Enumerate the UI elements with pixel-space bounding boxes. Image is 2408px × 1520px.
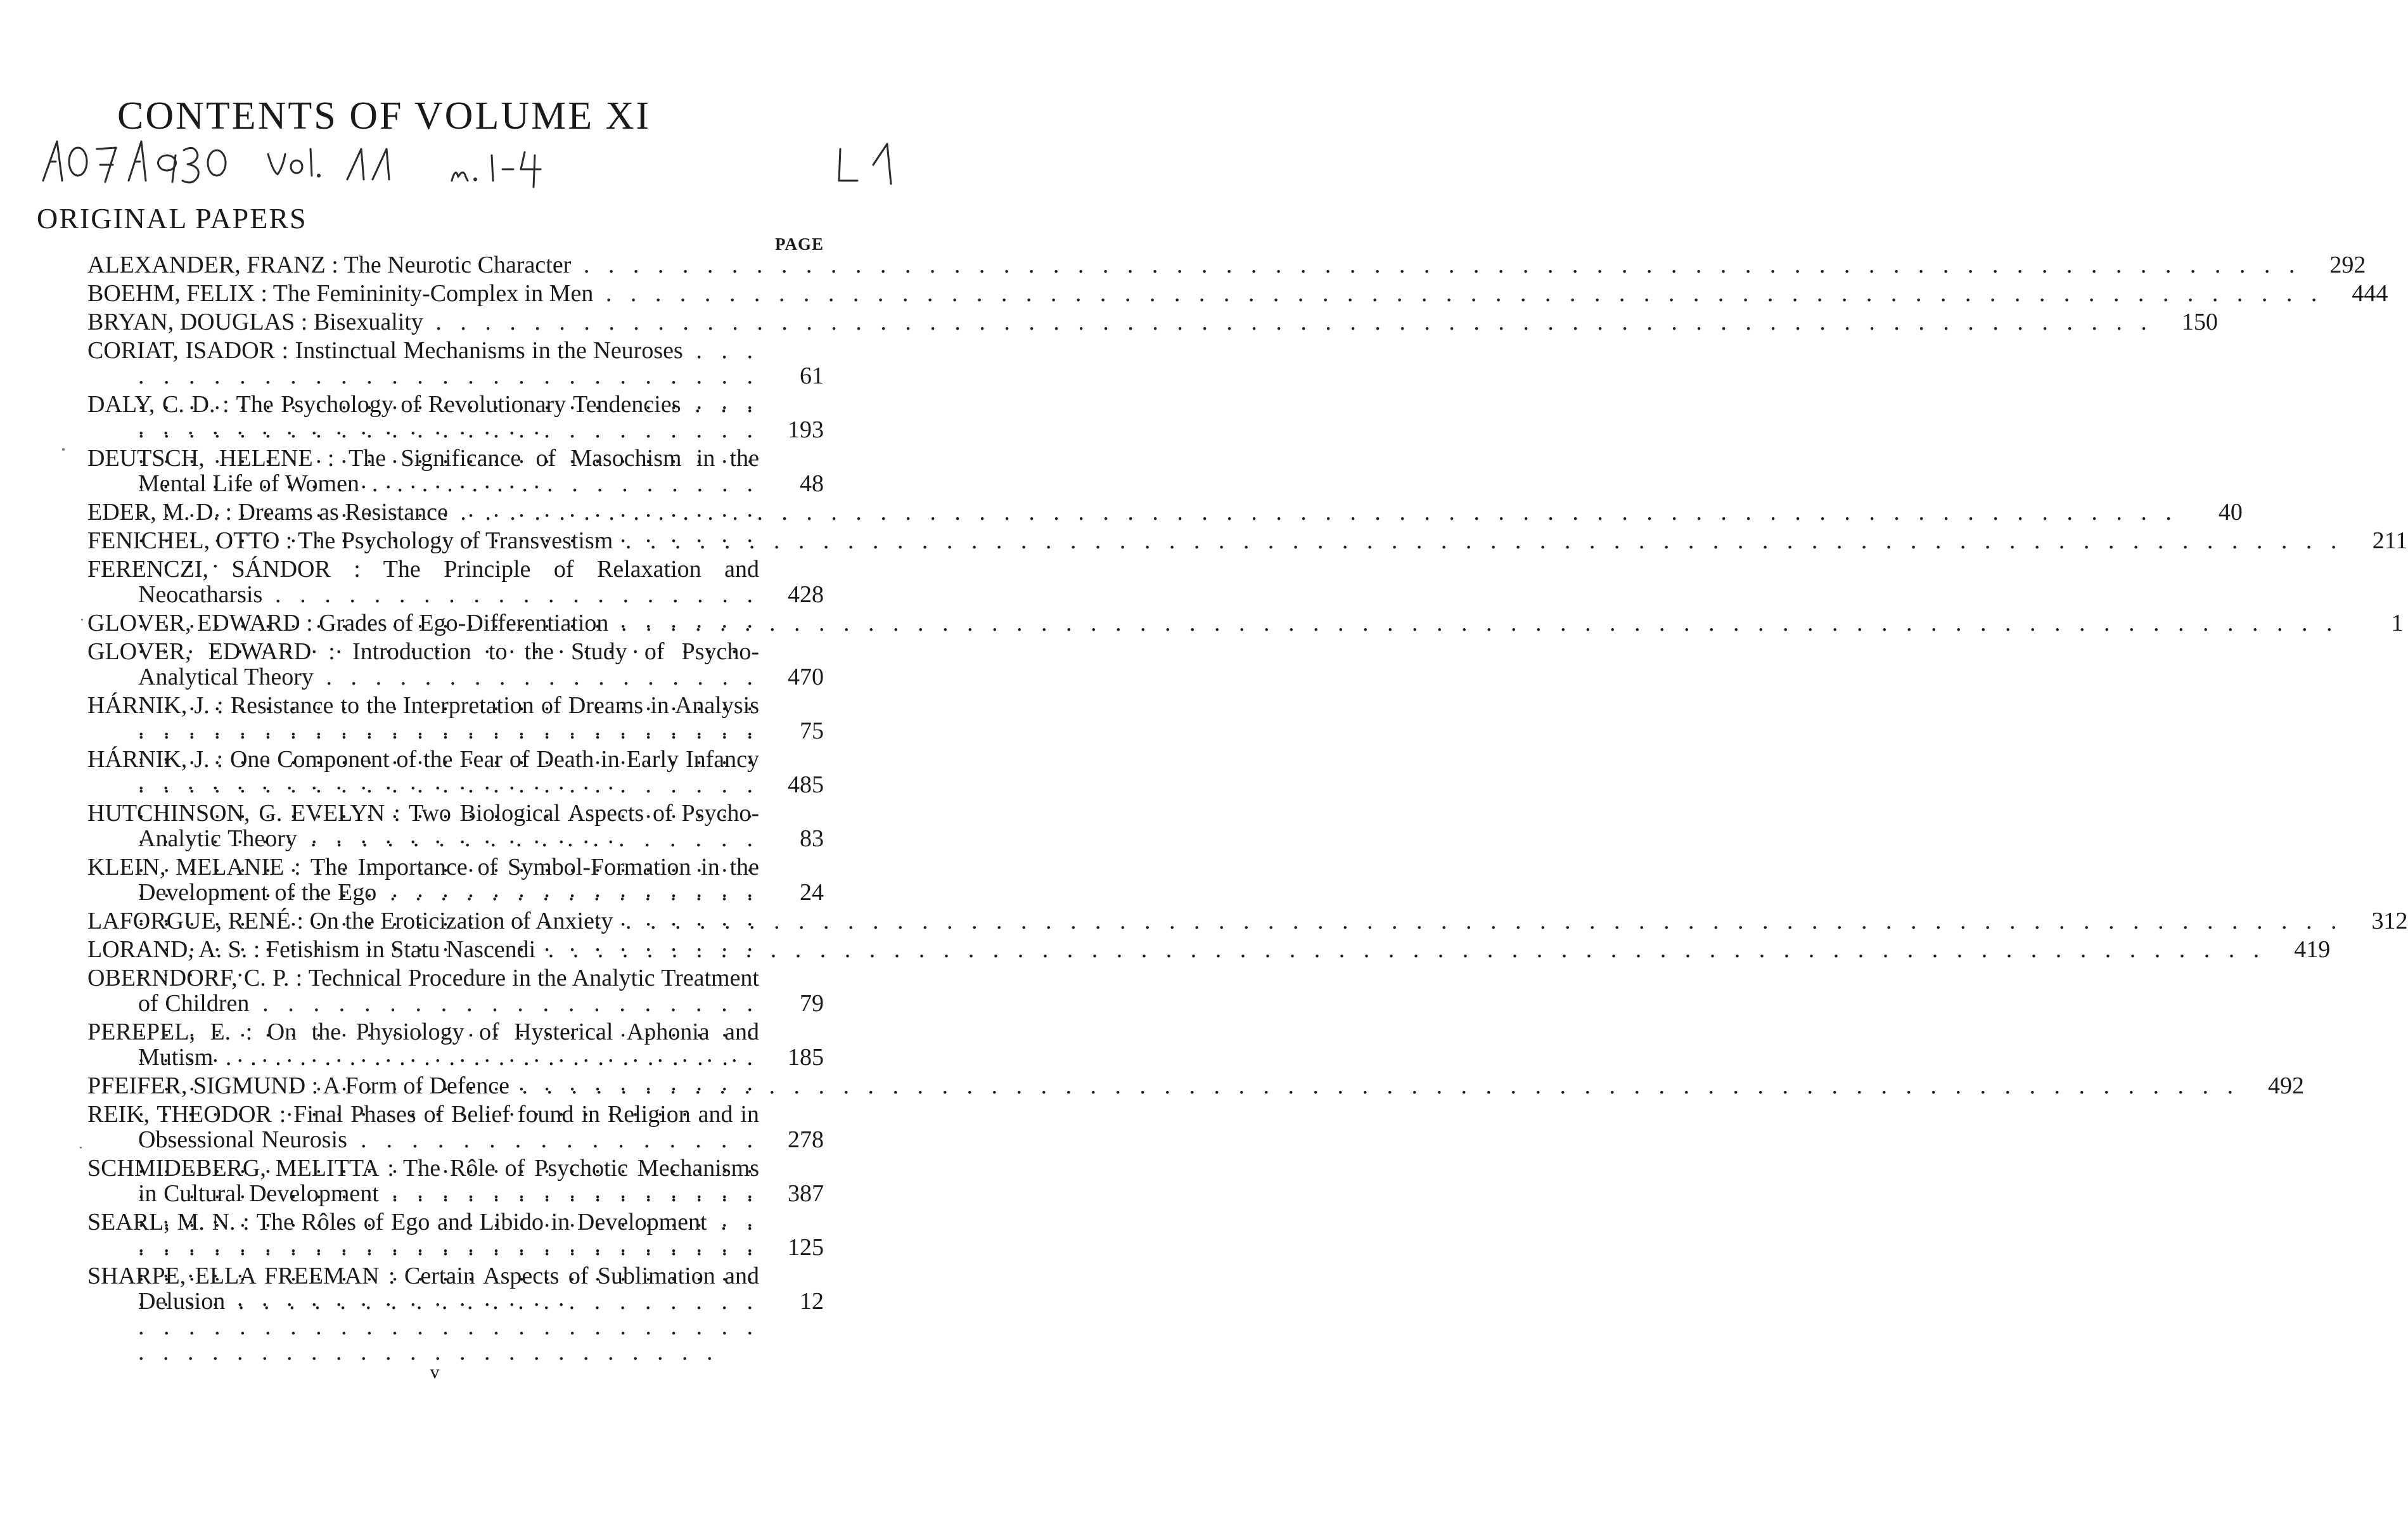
scan-speck [80,1147,82,1149]
toc-entry-page: 12 [800,1288,824,1315]
toc-entry-page: 48 [800,470,824,497]
toc-entry-page: 83 [800,825,824,852]
toc-entry [87,392,824,442]
toc-entry-title: FERENCZI, SÁNDOR : The Principle of Relaxation and Neocatharsis . . . [87,557,759,607]
toc-entry-page: 444 [2352,280,2388,307]
toc-entry-page: 312 [2371,908,2408,934]
toc-entry-body [87,747,759,797]
toc-entry-body [87,252,2301,278]
toc-entry-body [87,499,2178,525]
toc-entry-page: 40 [2218,499,2243,525]
toc-entry-title: SHARPE, ELLA FREEMAN : Certain Aspects of Sublimation and Delusion . . . [87,1263,759,1314]
toc-entry-title: HÁRNIK, J. : One Component of the Fear of Death in Early Infancy . . . [87,747,759,797]
handwritten-note [37,130,911,187]
toc-entry-title: HÁRNIK, J. : Resistance to the Interpretation of Dreams in Analysis . . . [87,693,759,744]
toc-entry-title: REIK, THEODOR : Final Phases of Belief found in Religion and in Obsessional Neurosis . . . [87,1102,759,1152]
toc-entry-page: 1 [2391,610,2404,636]
toc-entry-title: ALEXANDER, FRANZ : The Neurotic Character . . . [87,252,2301,278]
toc-entry [87,610,2404,636]
scan-speck [62,448,65,451]
toc-entry-title: KLEIN, MELANIE : The Importance of Symbol-Formation in the Development of the Ego . . . [87,854,759,905]
toc-entry [87,1102,824,1152]
toc-entry-title: SEARL, M. N. : The Rôles of Ego and Libido in Development . . . [87,1209,759,1260]
toc-entry [87,1263,824,1314]
toc-entry [87,280,2388,307]
toc-entry [87,446,824,496]
toc-entry [87,747,824,797]
toc-entry-body [87,801,759,851]
toc-entry [87,557,824,607]
page-column-label: PAGE [775,235,824,254]
toc-entry [87,338,824,389]
toc-entry-body [87,1263,759,1314]
toc-entry-body [87,908,2343,934]
toc-entry-title: OBERNDORF, C. P. : Technical Procedure in the Analytic Treatment of Children . . . [87,965,759,1016]
toc-entry-page: 419 [2294,936,2331,963]
toc-entry-title: HUTCHINSON, G. EVELYN : Two Biological Aspects of Psycho-Analytic Theory . . . [87,801,759,851]
toc-entry-page: 79 [800,990,824,1017]
toc-entry-body [87,446,759,496]
toc-entry-body [87,854,759,905]
toc-entry-page: 470 [788,664,824,690]
toc-entry-body [87,557,759,607]
toc-entry-page: 492 [2268,1072,2305,1099]
toc-entry-body [87,1209,759,1260]
toc-entry-title: GLOVER, EDWARD : Grades of Ego-Differentiation . . . [87,610,2338,636]
toc-entry [87,936,2331,963]
toc-entry-body [87,338,759,389]
toc-entry-body [87,610,2338,636]
toc-entry-title: PEREPEL, E. : On the Physiology of Hysterical Aphonia and Mutism . . . [87,1019,759,1070]
toc-entry-title: LORAND, A. S. : Fetishism in Statu Nascendi . . . [87,937,2265,962]
toc-entry [87,908,2408,934]
toc-entry [87,693,824,744]
toc-entry-title: FENICHEL, OTTO : The Psychology of Transvestism . . . [87,528,2343,553]
toc-entry-title: PFEIFER, SIGMUND : A Form of Defence . . . [87,1073,2239,1098]
toc-entry-page: 185 [788,1044,824,1071]
toc-entry-body [87,937,2265,962]
toc-entry-body [87,1019,759,1070]
toc-entry-title: GLOVER, EDWARD : Introduction to the Study of Psycho-Analytical Theory . . . [87,639,759,690]
toc-entry [87,801,824,851]
toc-entry [87,1019,824,1070]
toc-entry-title: BOEHM, FELIX : The Femininity-Complex in Men . . . [87,281,2323,306]
toc-entry [87,1072,2305,1099]
toc-entry-title: DEUTSCH, HELENE : The Significance of Masochism in the Mental Life of Women . . . [87,446,759,496]
toc-entry-page: 61 [800,363,824,389]
scan-speck [81,619,83,621]
toc-entry-title: DALY, C. D. : The Psychology of Revolutionary Tendencies . . . [87,392,759,442]
toc-entry [87,1156,824,1206]
toc-entry-body [87,309,2153,335]
toc-entry [87,527,2408,554]
toc-entry-body [87,1073,2239,1098]
toc-entry-page: 278 [788,1126,824,1153]
toc-entry [87,965,824,1016]
toc-entry-page: 150 [2181,309,2218,335]
toc-entry-title: CORIAT, ISADOR : Instinctual Mechanisms in the Neuroses . . . [87,338,759,389]
toc-entry-page: 125 [788,1234,824,1261]
toc-entry-body [87,1156,759,1206]
toc-entry-page: 387 [788,1180,824,1207]
toc-entry-body [87,281,2323,306]
toc-entry-title: EDER, M. D. : Dreams as Resistance . . . [87,499,2178,525]
toc-entry-body [87,693,759,744]
toc-entry-body [87,392,759,442]
toc-entry-page: 292 [2329,252,2366,278]
toc-entry-body [87,1102,759,1152]
toc-entry [87,639,824,690]
contents-title: CONTENTS OF VOLUME XI [117,94,651,138]
toc-entry-title: BRYAN, DOUGLAS : Bisexuality . . . [87,309,2153,335]
page-folio: v [430,1362,440,1382]
toc-entry-page: 485 [788,771,824,798]
toc-entry [87,309,2218,335]
toc-entry-page: 24 [800,879,824,906]
toc-entry-title: SCHMIDEBERG, MELITTA : The Rôle of Psychotic Mechanisms in Cultural Development . . . [87,1156,759,1206]
toc-entry [87,1209,824,1260]
toc-entry-body [87,965,759,1016]
contents-list [87,252,2408,1317]
toc-entry-page: 211 [2372,527,2408,554]
section-heading: ORIGINAL PAPERS [37,202,307,235]
toc-entry-body [87,528,2343,553]
toc-entry-page: 193 [788,416,824,443]
toc-entry-page: 428 [788,581,824,608]
toc-entry [87,252,2366,278]
toc-entry-body [87,639,759,690]
toc-entry-page: 75 [800,718,824,744]
toc-entry [87,499,2243,525]
toc-entry [87,854,824,905]
toc-entry-title: LAFORGUE, RENÉ : On the Eroticization of Anxiety . . . [87,908,2343,934]
